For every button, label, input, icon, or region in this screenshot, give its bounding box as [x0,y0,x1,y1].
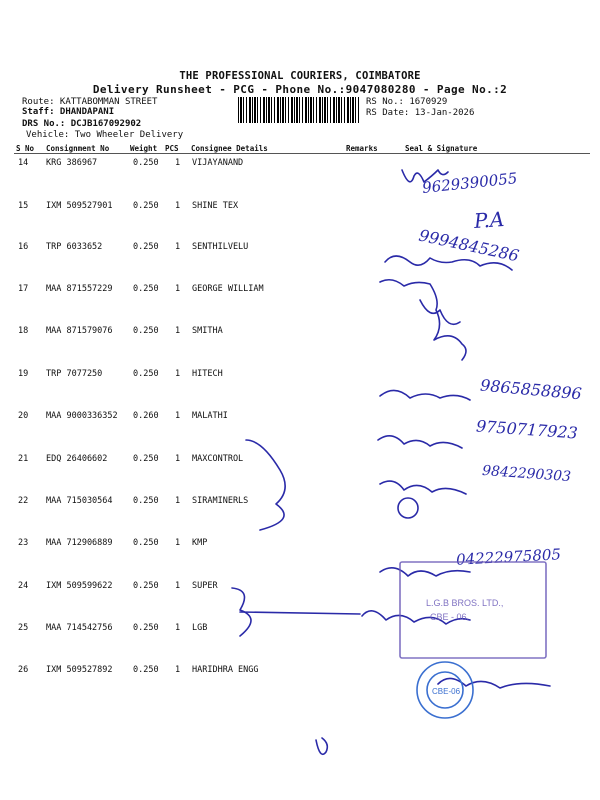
row-consignee: KMP [192,538,208,548]
column-header-weight: Weight [130,144,158,153]
row-sno: 14 [18,158,29,168]
row-sno: 19 [18,369,29,379]
signature-loop-22 [398,498,418,518]
row-consignment: TRP 6033652 [46,242,103,252]
runsheet-subtitle: Delivery Runsheet - PCG - Phone No.:9047080280 - Page No.:2 [92,83,508,96]
row-consignment: IXM 509527901 [46,201,113,211]
rs-number: RS No.: 1670929 [366,97,448,107]
column-header-consignment: Consignment No [46,144,110,153]
row-sno: 17 [18,284,29,294]
row-weight: 0.250 [133,581,159,591]
row-pcs: 1 [175,411,181,421]
row-pcs: 1 [175,623,181,633]
row-consignment: IXM 509527892 [46,665,113,675]
scribble-bottom [316,738,327,754]
row-consignee: SHINE TEX [192,201,239,211]
signature-row-24 [380,568,470,576]
handwritten-phone-5: 9842290303 [481,462,572,486]
svg-text:CBE-06: CBE-06 [432,687,461,696]
signature-row-21 [378,436,462,448]
handwritten-initials: P.A [473,206,506,234]
row-consignment: IXM 509599622 [46,581,113,591]
row-sno: 23 [18,538,29,548]
row-consignee: MALATHI [192,411,228,421]
signature-row-14 [402,170,448,182]
vehicle-text: Vehicle: Two Wheeler Delivery [26,130,184,140]
arrow-mark [240,612,360,614]
row-consignee: SMITHA [192,326,223,336]
row-consignment: MAA 715030564 [46,496,113,506]
column-header-remarks: Remarks [346,144,378,153]
row-weight: 0.250 [133,623,159,633]
svg-text:CBE - 06.: CBE - 06. [430,612,470,622]
drs-number: DRS No.: DCJB167092902 [22,119,142,129]
row-weight: 0.250 [133,538,159,548]
row-pcs: 1 [175,326,181,336]
rs-date: RS Date: 13-Jan-2026 [366,108,475,118]
column-header-consignee: Consignee Details [191,144,268,153]
column-header-sno: S No [16,144,35,153]
row-weight: 0.260 [133,411,159,421]
row-weight: 0.250 [133,369,159,379]
row-consignee: SENTHILVELU [192,242,249,252]
row-consignment: TRP 7077250 [46,369,103,379]
bracket-mark-21-22 [246,440,285,530]
round-seal-icon [417,662,473,718]
column-header-seal: Seal & Signature [405,144,478,153]
row-pcs: 1 [175,369,181,379]
row-sno: 20 [18,411,29,421]
row-sno: 15 [18,201,29,211]
handwritten-phone-3: 9865858896 [479,375,583,404]
row-consignee: VIJAYANAND [192,158,244,168]
row-consignee: SUPER [192,581,218,591]
row-consignment: MAA 871557229 [46,284,113,294]
row-weight: 0.250 [133,242,159,252]
row-pcs: 1 [175,284,181,294]
row-consignment: MAA 712906889 [46,538,113,548]
row-weight: 0.250 [133,284,159,294]
handwritten-phone-2: 9994845286 [417,225,521,266]
row-consignment: MAA 9000336352 [46,411,118,421]
row-consignee: HITECH [192,369,223,379]
row-sno: 22 [18,496,29,506]
row-pcs: 1 [175,158,181,168]
svg-text:L.G.B BROS. LTD.,: L.G.B BROS. LTD., [426,598,504,608]
handwritten-phone-6: 04222975805 [455,545,562,569]
row-consignee: SIRAMINERLS [192,496,249,506]
row-sno: 18 [18,326,29,336]
row-sno: 16 [18,242,29,252]
row-sno: 25 [18,623,29,633]
company-stamp [400,562,546,658]
runsheet-title: THE PROFESSIONAL COURIERS, COIMBATORE [179,70,421,82]
staff-text: Staff: DHANDAPANI [22,107,115,117]
row-pcs: 1 [175,581,181,591]
row-pcs: 1 [175,496,181,506]
row-pcs: 1 [175,665,181,675]
route-text: Route: KATTABOMMAN STREET [22,97,158,107]
row-sno: 26 [18,665,29,675]
row-consignee: MAXCONTROL [192,454,244,464]
handwritten-phone-4: 9750717923 [475,416,579,443]
row-consignee: LGB [192,623,208,633]
row-weight: 0.250 [133,326,159,336]
handwritten-phone-1: 9629390055 [421,169,519,197]
row-consignee: GEORGE WILLIAM [192,284,264,294]
row-pcs: 1 [175,242,181,252]
row-sno: 24 [18,581,29,591]
signature-row-17 [380,280,466,360]
row-pcs: 1 [175,454,181,464]
row-consignment: KRG 386967 [46,158,98,168]
row-sno: 21 [18,454,29,464]
row-consignment: MAA 714542756 [46,623,113,633]
row-weight: 0.250 [133,496,159,506]
row-weight: 0.250 [133,201,159,211]
column-header-pcs: PCS [165,144,179,153]
row-weight: 0.250 [133,158,159,168]
signature-row-22 [380,481,466,494]
signature-row-20 [380,390,470,400]
row-consignment: MAA 871579076 [46,326,113,336]
row-weight: 0.250 [133,454,159,464]
signature-row-16 [385,256,512,270]
row-consignee: HARIDHRA ENGG [192,665,259,675]
row-consignment: EDQ 26406602 [46,454,108,464]
row-pcs: 1 [175,538,181,548]
row-pcs: 1 [175,201,181,211]
row-weight: 0.250 [133,665,159,675]
